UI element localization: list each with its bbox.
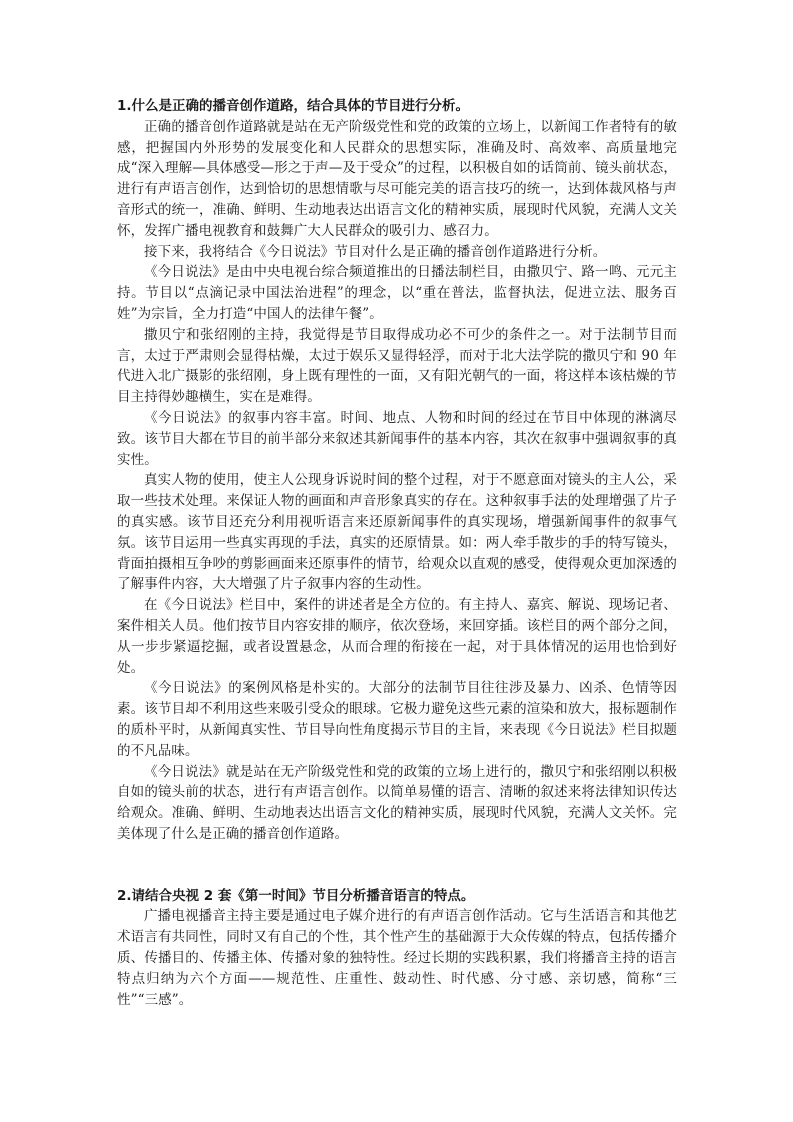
question-1-heading: 1.什么是正确的播音创作道路，结合具体的节目进行分析。 — [117, 98, 470, 114]
question-2-heading: 2.请结合央视 2 套《第一时间》节目分析播音语言的特点。 — [117, 887, 475, 904]
paragraph: 撒贝宁和张绍刚的主持，我觉得是节目取得成功必不可少的条件之一。对于法制节目而言，太过于严肃则会显得枯燥，太过于娱乐又显得轻浮，而对于北大法学院的撒贝宁和 90 年代进入北广摄影的张绍刚，身上既有理性的一面，又有阳光朝气的一面，将这样本该枯燥的节目主持得妙趣横生，实在是难得。 — [117, 326, 677, 406]
section-question-2 — [117, 886, 677, 1011]
paragraph: 《今日说法》的叙事内容丰富。时间、地点、人物和时间的经过在节目中体现的淋漓尽致。该节目大都在节目的前半部分来叙述其新闻事件的基本内容，其次在叙事中强调叙事的真实性。 — [117, 409, 677, 468]
paragraph: 《今日说法》就是站在无产阶级党性和党的政策的立场上进行的，撒贝宁和张绍刚以积极自如的镜头前的状态，进行有声语言创作。以简单易懂的语言、清晰的叙述来将法律知识传达给观众。准确、鲜明、生动地表达出语言文化的精神实质，展现时代风貌，充满人文关怀。完美体现了什么是正确的播音创作道路。 — [117, 763, 677, 842]
section-question-1 — [117, 96, 677, 845]
document-page — [117, 96, 677, 1010]
paragraph: 在《今日说法》栏目中，案件的讲述者是全方位的。有主持人、嘉宾、解说、现场记者、案件相关人员。他们按节目内容安排的顺序，依次登场，来回穿插。该栏目的两个部分之间，从一步步紧逼挖掘，或者设置悬念，从而合理的衔接在一起，对于具体情况的运用也恰到好处。 — [117, 597, 677, 676]
paragraph: 广播电视播音主持主要是通过电子媒介进行的有声语言创作活动。它与生活语言和其他艺术语言有共同性，同时又有自己的个性，其个性产生的基础源于大众传媒的特点，包括传播介质、传播目的、传播主体、传播对象的独特性。经过长期的实践积累，我们将播音主持的语言特点归纳为六个方面——规范性、庄重性、鼓动性、时代感、分寸感、亲切感，简称“三性”“三感”。 — [117, 908, 677, 1008]
paragraph: 真实人物的使用，使主人公现身诉说时间的整个过程，对于不愿意面对镜头的主人公，采取一些技术处理。来保证人物的画面和声音形象真实的存在。这种叙事手法的处理增强了片子的真实感。该节目还充分利用视听语言来还原新闻事件的真实现场，增强新闻事件的叙事气氛。该节目运用一些真实再现的手法，真实的还原情景。如：两人牵手散步的手的特写镜头，背面拍摄相互争吵的剪影画面来还原事件的情节，给观众以直观的感受，使得观众更加深透的了解事件内容，大大增强了片子叙事内容的生动性。 — [117, 472, 677, 593]
paragraph: 正确的播音创作道路就是站在无产阶级党性和党的政策的立场上，以新闻工作者特有的敏感，把握国内外形势的发展变化和人民群众的思想实际，准确及时、高效率、高质量地完成“深入理解—具体感受—形之于声—及于受众”的过程，以积极自如的话筒前、镜头前状态，进行有声语言创作，达到恰切的思想情歌与尽可能完美的语言技巧的统一，达到体裁风格与声音形式的统一，准确、鲜明、生动地表达出语言文化的精神实质，展现时代风貌，充满人文关怀，发挥广播电视教育和鼓舞广大人民群众的吸引力、感召力。 — [117, 118, 677, 239]
paragraph: 接下来，我将结合《今日说法》节目对什么是正确的播音创作道路进行分析。 — [144, 243, 607, 260]
paragraph: 《今日说法》是由中央电视台综合频道推出的日播法制栏目，由撒贝宁、路一鸣、元元主持。节目以“点滴记录中国法治进程”的理念，以“重在普法，监督执法，促进立法、服务百姓”为宗旨，全力打造“中国人的法律午餐”。 — [117, 264, 677, 322]
paragraph: 《今日说法》的案例风格是朴实的。大部分的法制节目往往涉及暴力、凶杀、色情等因素。该节目却不利用这些来吸引受众的眼球。它极力避免这些元素的渲染和放大，报标题制作的质朴平时，从新闻真实性、节目导向性角度揭示节目的主旨，来表现《今日说法》栏目拟题的不凡品味。 — [117, 680, 677, 759]
